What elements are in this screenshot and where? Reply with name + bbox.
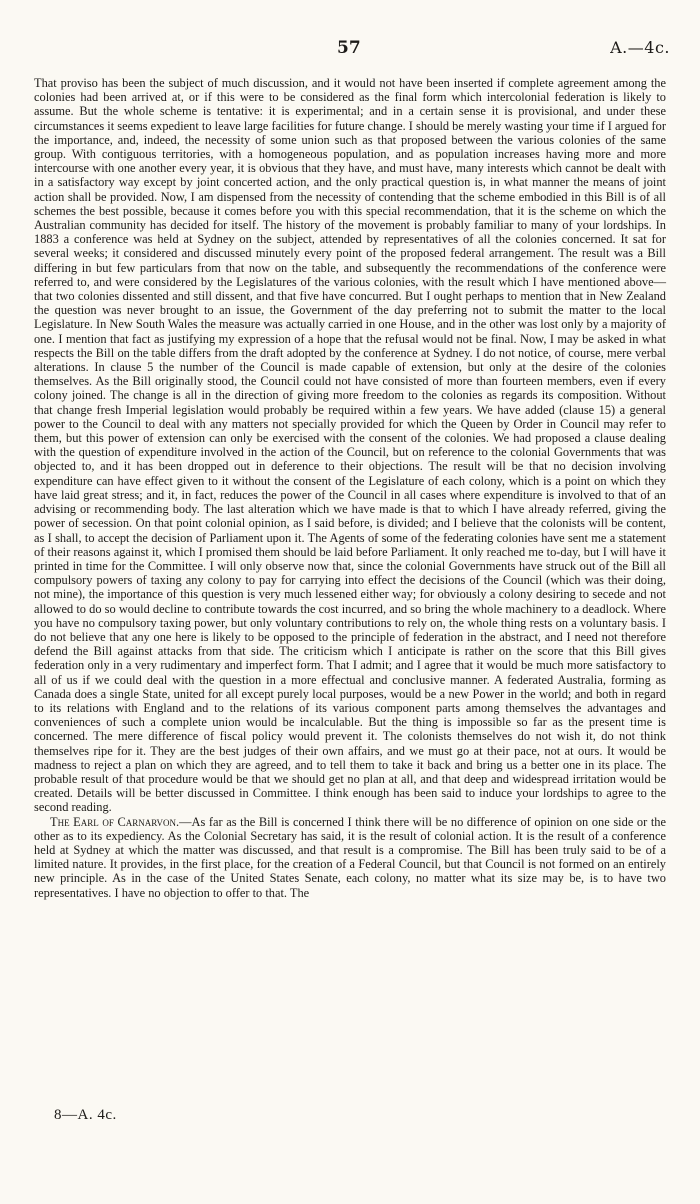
page-number: 57 [337,38,361,58]
body-text [34,76,666,900]
speech-text: —As far as the Bill is concerned I think there will be no difference of opinion on one side or the other as to its expediency. As the Colonial Secretary has said, it is the result of colonial action. It is the result of a conference held at Sydney at which the matter was discussed, and that result is a compromise. The Bill has been truly said to be of a limited nature. It provides, in the first place, for the creation of a Federal Council, but that Council is not formed on an entirely new principle. As in the case of the United States Senate, each colony, no matter what its size may be, is to have two representatives. I have no objection to offer to that. The [34,814,666,900]
speaker-name: The Earl of Carnarvon. [50,814,180,829]
signature-mark: 8—A. 4c. [54,1107,117,1123]
paragraph-earl-of-carnarvon [34,815,666,900]
paragraph-speech-continuation: That proviso has been the subject of much discussion, and it would not have been inserted if complete agreement among the colonies had been arrived at, or if this were to be considered as the final form which intercolonial federation is likely to assume. But the whole scheme is tentative: it is experimental; and in a certain sense it is provisional, and under these circumstances it seems expedient to leave large facilities for future change. I should be merely wasting your time if I argued for the importance, and, indeed, the necessity of some union such as that proposed between the various colonies of the same group. With contiguous territories, with a homogeneous population, and as population increases having more and more intercourse with one another every year, it is obvious that they have, and must have, many interests which cannot be dealt with in a satisfactory way except by joint concerted action, and the only practical question is, in what manner the means of joint action shall be provided. Now, I am dispensed from the necessity of contending that the scheme embodied in this Bill is of all schemes the best possible, because it comes before you with this special recommendation, that it is the scheme on which the Australian community has decided for itself. The history of the movement is probably familiar to many of your lordships. In 1883 a conference was held at Sydney on the subject, attended by representatives of all the colonies concerned. It sat for several weeks; it considered and discussed minutely every point of the proposed federal arrangement. The result was a Bill differing in but few particulars from that now on the table, and subsequently the recommendations of the conference were referred to, and were considered by the Legislatures of the various colonies, with the result which I have mentioned above—that two colonies dissented and still dissent, and that five have concurred. But I ought perhaps to mention that in New Zealand the question was never brought to an issue, the Government of the day preferring not to submit the matter to the local Legislature. In New South Wales the measure was actually carried in one House, and in the other was lost only by a majority of one. I mention that fact as justifying my expression of a hope that the refusal would not be final. Now, I may be asked in what respects the Bill on the table differs from the draft adopted by the conference at Sydney. I do not notice, of course, mere verbal alterations. In clause 5 the number of the Council is made capable of extension, but only at the desire of the colonies themselves. As the Bill originally stood, the Council could not have consisted of more than fourteen members, even if every colony joined. The change is all in the direction of giving more freedom to the colonies as regards its composition. Without that change fresh Imperial legislation would probably be required within a few years. We have added (clause 15) a general power to the Council to deal with any matters not specially provided for which the Queen by Order in Council may refer to them, but this power of extension can only be exercised with the consent of the colonies. We had proposed a clause dealing with the question of expenditure involved in the action of the Council, but on reference to the colonial Governments that was objected to, and it has been dropped out in deference to their objections. The result will be that no decision involving expenditure can have effect given to it without the consent of the Legislature of each colony, which is a point on which they have laid great stress; and it, in fact, reduces the power of the Council in all cases where expenditure is involved to that of an advising or recommending body. The last alteration which we have made is that to which I have already referred, giving the power of secession. On that point colonial opinion, as I said before, is divided; and I believe that the colonists will be content, as I shall, to accept the decision of Parliament upon it. The Agents of some of the federating colonies have sent me a statement of their reasons against it, which I promised them should be laid before Parliament. It only reached me to-day, but I will have it printed in time for the Committee. I will only observe now that, since the colonial Governments have struck out of the Bill all compulsory powers of taxing any colony to pay for carrying into effect the decisions of the Council (which was their doing, not mine), the importance of this question is very much lessened either way; for obviously a colony desiring to secede and not allowed to do so would decline to contribute towards the cost incurred, and so bring the whole machinery to a deadlock. Where you have no compulsory taxing power, but only voluntary contributions to rely on, the whole thing rests on a voluntary basis. I do not believe that any one here is likely to be opposed to the principle of federation in the abstract, and I need not therefore defend the Bill against attacks from that side. The criticism which I anticipate is rather on the score that this Bill gives federation only in a very rudimentary and imperfect form. That I admit; and I agree that it would be much more satisfactory to all of us if we could deal with the question in a more effectual and conclusive manner. A federated Australia, forming as Canada does a single State, united for all except purely local purposes, would be a new Power in the world; and both in regard to its relations with England and to the relations of its various component parts among themselves the advantages and conveniences of such a complete union would be incalculable. But the thing is impossible so far as the present time is concerned. The mere difference of fiscal policy would prevent it. The colonists themselves do not wish it, do not think themselves ripe for it. They are the best judges of their own affairs, and we must go at their pace, not at ours. It would be madness to reject a plan on which they are agreed, and to tell them to take it back and bring us a better one in its place. The probable result of that procedure would be that we should get no plan at all, and that deep and widespread irritation would be created. Details will be better discussed in Committee. I think enough has been said to induce your lordships to agree to the second reading. [34,76,666,815]
document-reference: A.—4c. [610,38,670,57]
page-header [0,38,700,64]
